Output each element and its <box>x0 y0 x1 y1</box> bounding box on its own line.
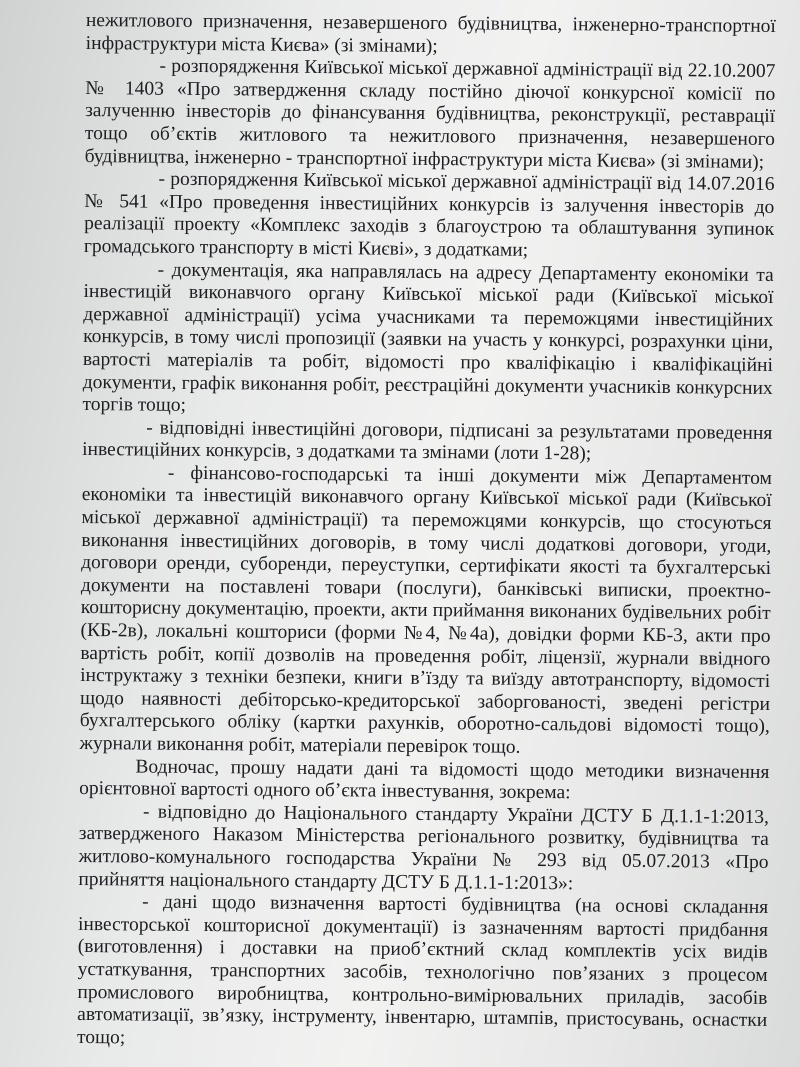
paragraph-8: - відповідно до Національного стандарту України ДСТУ Б Д.1.1-1:2013, затвердженого Наказом Міністерства регіонального розвитку, будівництва та житлово-комунального господарства України № 293 від 05.07.2013 «Про прийняття національного стандарту ДСТУ Б Д.1.1-1:2013»: <box>78 801 770 894</box>
document-body <box>77 10 776 1055</box>
paragraph-6: - фінансово-господарські та інші документи між Департаментом економіки та інвестицій виконавчого органу Київської міської ради (Київської міської державної адміністрації) та переможцями конкурсів, що стосуються виконання інвестиційних договорів, в тому числі додаткові договори, угоди, договори оренди, суборенди, переуступки, сертифікати якості та бухгалтерські документи на поставлені товари (послуги), банківські виписки, проектно-кошторисну документацію, проекти, акти приймання виконаних будівельних робіт (КБ-2в), локальні кошториси (форми №4, №4а), довідки форми КБ-3, акти про вартість робіт, копії дозволів на проведення робіт, ліцензії, журнали ввідного інструктажу з техніки безпеки, книги в’їзду та виїзду автотранспорту, відомості щодо наявності дебіторсько-кредиторської заборгованості, зведені регістри бухгалтерського обліку (картки рахунків, оборотно-сальдові відомості тощо), журнали виконання робіт, матеріали перевірок тощо. <box>79 462 773 758</box>
paragraph-4: - документація, яка направлялась на адресу Департаменту економіки та інвестицій виконавчого органу Київської міської ради (Київської міської державної адміністрації) усіма учасниками та переможцями інвестиційних конкурсів, в тому числі пропозиції (заявки на участь у конкурсі, розрахунки ціни, вартості матеріалів та робіт, відомості про кваліфікацію і кваліфікаційні документи, графік виконання робіт, реєстраційні документи учасників конкурсних торгів тощо; <box>82 259 774 416</box>
paragraph-9: - дані щодо визначення вартості будівництва (на основі складання інвесторської кошторисної документації) із зазначенням вартості придбання (виготовлення) і доставки на приоб’єктний склад комплектів усіх видів устаткування, транспортних засобів, технологічно пов’язаних з процесом промислового виробництва, контрольно-вимірювальних приладів, засобів автоматизації, зв’язку, інструменту, інвентарю, штампів, пристосувань, оснастки тощо; <box>76 891 769 1049</box>
paragraph-3: - розпорядження Київської міської державної адміністрації від 14.07.2016 № 541 «Про проведення інвестиційних конкурсів із залучення інвесторів до реалізації проекту «Комплекс заходів з благоустрою та облаштування зупинок громадського транспорту в місті Києві», з додатками; <box>83 168 775 261</box>
paragraph-5: - відповідні інвестиційні договори, підписані за результатами проведення інвестиційних конкурсів, з додатками та змінами (лоти 1-28); <box>82 417 773 465</box>
paragraph-2: - розпорядження Київської міської державної адміністрації від 22.10.2007 № 1403 «Про затвердження складу постійно діючої конкурсної комісії по залученню інвесторів до фінансування будівництва, реконструкції, реставрації тощо об’єктів житлового та нежитлового призначення, незавершеного будівництва, інженерно - транспортної інфраструктури міста Києва» (зі змінами); <box>84 55 776 173</box>
paragraph-7: Водночас, прошу надати дані та відомості щодо методики визначення орієнтовної вартості одного об’єкта інвестування, зокрема: <box>79 756 770 804</box>
paragraph-1: нежитлового призначення, незавершеного будівництва, інженерно-транспортної інфраструктури міста Києва» (зі змінами); <box>85 10 776 57</box>
